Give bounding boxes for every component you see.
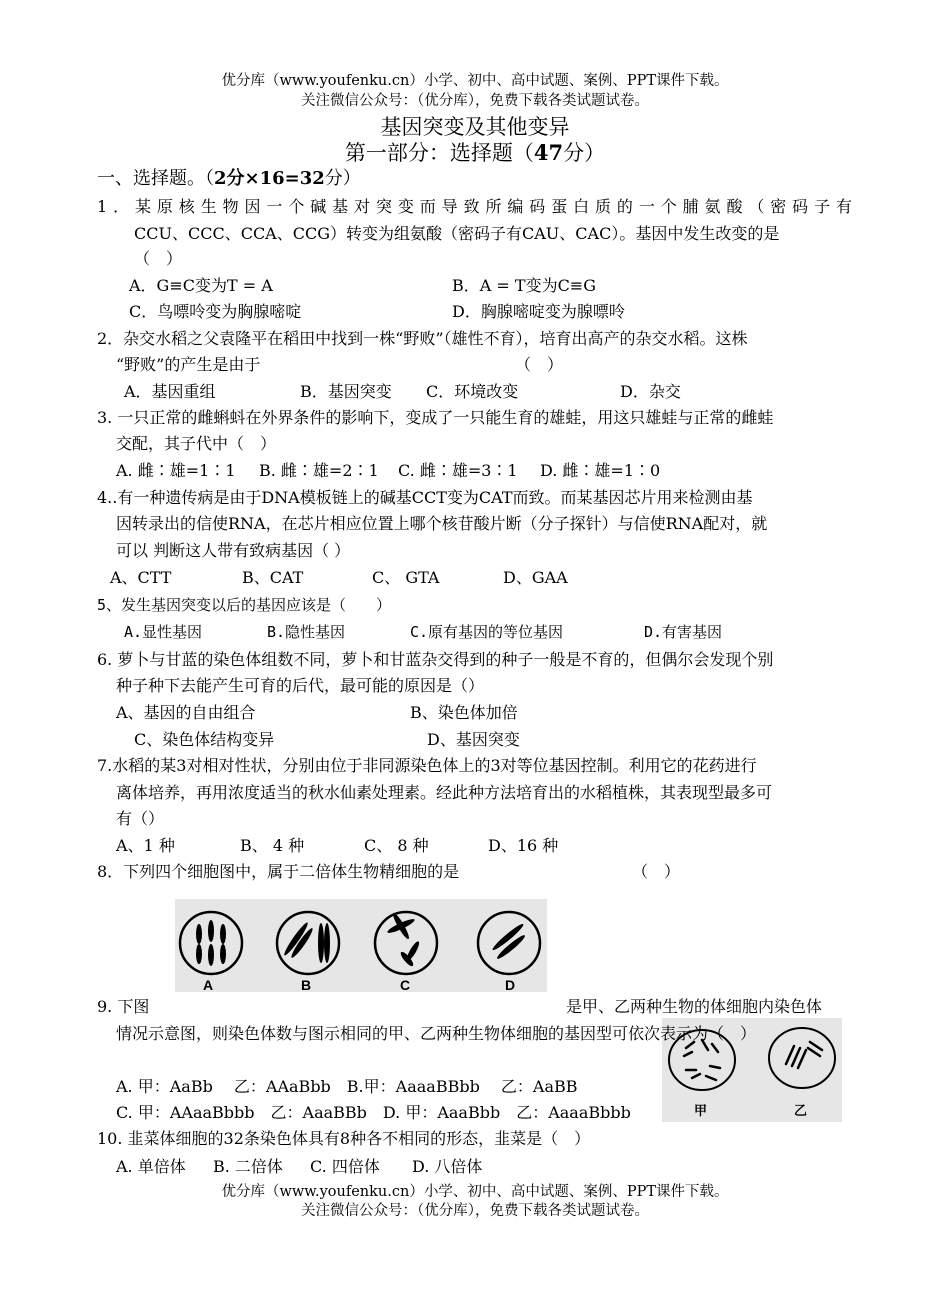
q5-stem-line1: 5、发生基因突变以后的基因应该是（ ）	[97, 596, 392, 614]
q6-option-c: C、染色体结构变异	[134, 730, 275, 749]
q2-option-d: D．杂交	[620, 382, 681, 401]
cell-a-chromosomes	[196, 920, 226, 966]
q7-stem-line2: 离体培养，再用浓度适当的秋水仙素处理素。经此种方法培育出的水稻植株，其表现型最多可	[116, 783, 773, 802]
q9-options-cd: C. 甲：AAaaBbbb 乙：AaaBBb D. 甲：AaaBbb 乙：AaaaBbbb	[116, 1103, 631, 1122]
q7-option-c: C、 8 种	[364, 836, 429, 855]
q10-option-a: A. 单倍体	[116, 1157, 186, 1176]
q4-option-a: A、CTT	[110, 568, 172, 587]
cell-c-chromosomes	[386, 912, 421, 968]
site-footer-line1: 优分库（www.youfenku.cn）小学、初中、高中试题、案例、PPT课件下载。	[221, 1184, 729, 1200]
cell-label-d: D	[505, 977, 516, 993]
q1-stem-line1: 1．某原核生物因一个碱基对突变而导致所编码蛋白质的一个脯氨酸（密码子有	[97, 197, 852, 216]
section-score: 2分×16=32	[214, 168, 325, 189]
q1-stem-line3: （ ）	[134, 249, 183, 268]
q1-option-a: A．G≡C变为T = A	[129, 276, 273, 295]
q8-cell-figure	[175, 899, 547, 992]
part-prefix: 第一部分：选择题（	[344, 141, 534, 165]
q9-options-ab: A. 甲：AaBb 乙：AAaBbb B.甲：AaaaBBbb 乙：AaBB	[116, 1077, 578, 1096]
q10-option-c: C. 四倍体	[310, 1157, 380, 1176]
q7-option-a: A、1 种	[116, 836, 175, 855]
q3-stem-line1: 3. 一只正常的雌蝌蚪在外界条件的影响下，变成了一只能生育的雄蛙，用这只雄蛙与正常的雌蛙	[97, 408, 774, 427]
cell-label-b: B	[301, 977, 312, 993]
q1-stem-line2: CCU、CCC、CCA、CCG）转变为组氨酸（密码子有CAU、CAC）。基因中发生改变的是	[134, 224, 780, 243]
cell-b-chromosomes	[282, 921, 330, 963]
q5-option-a: A.显性基因	[124, 623, 203, 641]
cell-label-c: C	[400, 977, 411, 993]
q6-option-a: A、基因的自由组合	[116, 703, 256, 722]
q3-option-b: B. 雌∶雄=2∶1	[259, 461, 379, 480]
section-suffix: 分）	[324, 168, 361, 189]
q2-stem-line2: “野败”的产生是由于	[116, 355, 261, 374]
q6-option-b: B、染色体加倍	[410, 703, 518, 722]
page-title: 基因突变及其他变异	[380, 115, 570, 139]
section-heading	[97, 168, 361, 190]
cell-label-yi: 乙	[794, 1104, 808, 1119]
q4-stem-line3: 可以 判断这人带有致病基因（ ）	[116, 541, 351, 560]
section-prefix: 一、选择题。（	[97, 168, 214, 189]
part-suffix: 分）	[563, 141, 606, 165]
q2-stem-line1: 2．杂交水稻之父袁隆平在稻田中找到一株“野败”（雄性不育），培育出高产的杂交水稻。这株	[97, 329, 748, 348]
q2-option-c: C．环境改变	[426, 382, 519, 401]
site-header-line1: 优分库（www.youfenku.cn）小学、初中、高中试题、案例、PPT课件下载。	[221, 73, 729, 89]
q6-option-d: D、基因突变	[427, 730, 520, 749]
q3-option-d: D. 雌∶雄=1∶0	[540, 461, 661, 480]
q9-stem-start: 9. 下图	[97, 997, 150, 1016]
q4-option-b: B、CAT	[242, 568, 304, 587]
q7-stem-line1: 7.水稻的某3对相对性状，分别由位于非同源染色体上的3对等位基因控制。利用它的花药进行	[97, 756, 757, 775]
cell-label-jia: 甲	[694, 1104, 708, 1119]
q7-option-b: B、 4 种	[240, 836, 305, 855]
q4-option-c: C、 GTA	[372, 568, 440, 587]
q1-option-c: C．鸟嘌呤变为胸腺嘧啶	[129, 302, 302, 321]
q4-option-d: D、GAA	[503, 568, 568, 587]
q7-option-d: D、16 种	[488, 836, 559, 855]
q5-option-c: C.原有基因的等位基因	[410, 623, 564, 641]
part-heading	[0, 141, 950, 165]
cell-jia-chromosomes	[684, 1040, 720, 1080]
q4-stem-line2: 因转录出的信使RNA，在芯片相应位置上哪个核苷酸片断（分子探针）与信使RNA配对，就	[116, 514, 768, 533]
q7-stem-line3: 有（）	[116, 809, 165, 828]
q2-option-a: A．基因重组	[124, 382, 216, 401]
q5-option-d: D.有害基因	[644, 623, 723, 641]
q8-stem-line1: 8．下列四个细胞图中，属于二倍体生物精细胞的是	[97, 862, 460, 881]
site-header-line2: 关注微信公众号：（优分库），免费下载各类试题试卷。	[301, 93, 649, 109]
q10-stem-line1: 10. 韭菜体细胞的32条染色体具有8种各不相同的形态，韭菜是（ ）	[97, 1129, 591, 1148]
cell-d-membrane	[478, 912, 540, 974]
q1-option-d: D．胸腺嘧啶变为腺嘌呤	[452, 302, 625, 321]
q6-stem-line1: 6. 萝卜与甘蓝的染色体组数不同，萝卜和甘蓝杂交得到的种子一般是不育的，但偶尔会发现个别	[97, 650, 774, 669]
site-footer-line2: 关注微信公众号：（优分库），免费下载各类试题试卷。	[301, 1203, 649, 1219]
q9-stem-line1-tail: 是甲、乙两种生物的体细胞内染色体	[566, 997, 823, 1016]
cell-label-a: A	[203, 977, 214, 993]
q1-option-b: B．A = T变为C≡G	[452, 276, 596, 295]
q3-option-a: A. 雌∶雄=1∶1	[116, 461, 236, 480]
q3-stem-line2: 交配，其子代中（ ）	[116, 434, 277, 453]
q2-answer-paren: （ ）	[515, 355, 564, 374]
q10-option-d: D. 八倍体	[412, 1157, 483, 1176]
q9-stem-line2: 情况示意图，则染色体数与图示相同的甲、乙两种生物体细胞的基因型可依次表示为（ ）	[116, 1024, 757, 1043]
q5-option-b: B.隐性基因	[267, 623, 346, 641]
q4-stem-line1: 4..有一种遗传病是由于DNA模板链上的碱基CCT变为CAT而致。而某基因芯片用来检测由基	[97, 488, 753, 507]
q3-option-c: C. 雌∶雄=3∶1	[398, 461, 518, 480]
q6-stem-line2: 种子种下去能产生可育的后代，最可能的原因是（）	[116, 676, 485, 695]
part-score: 47	[533, 140, 564, 165]
q2-option-b: B．基因突变	[300, 382, 392, 401]
q10-option-b: B. 二倍体	[213, 1157, 283, 1176]
q8-answer-paren: （ ）	[632, 862, 681, 881]
cell-yi-chromosomes	[786, 1042, 822, 1068]
cell-d-chromosomes	[491, 922, 527, 961]
